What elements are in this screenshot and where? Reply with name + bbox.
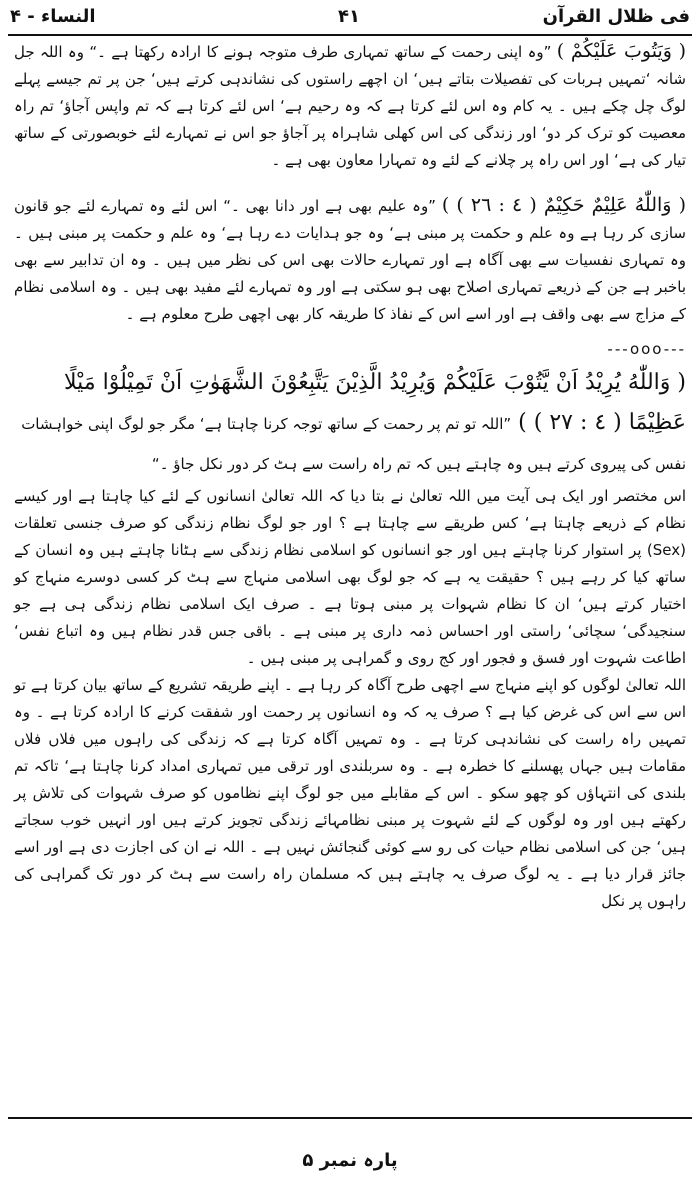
paragraph-3-text: ”اللہ تو تم پر رحمت کے ساتھ توجہ کرنا چاہتا ہے‘ مگر جو لوگ اپنی خواہشات نفس کی پیروی کرتے ہیں وہ چاہتے ہیں کہ تم راہ راست سے ہٹ کر دور نکل جاؤ ۔“ [21,415,686,473]
paragraph-2 [14,192,686,328]
page-number: ۴۱ [338,6,360,27]
paragraph-2-text: ”وہ علیم بھی ہے اور دانا بھی ۔“ اس لئے وہ تمہارے لئے جو قانون سازی کر رہا ہے وہ علم و حکمت پر مبنی ہے‘ وہ جو ہدایات دے رہا ہے‘ وہ علم و حکمت پر مبنی ہیں ۔ وہ تمہاری نفسیات سے بھی آگاہ ہے اور تمہارے حالات بھی اس کی نظر میں ہیں ۔ وہ ان تدابیر سے بھی باخبر ہے جن کے ذریعے تمہاری اصلاح بھی ہو سکتی ہے اور وہ تمہارے لئے مفید بھی ہیں ۔ وہ اسلامی نظام کے مزاج سے بھی واقف ہے اور اسے اس کے نفاذ کا طریقہ کار بھی اچھی طرح معلوم ہے ۔ [14,197,686,323]
paragraph-4: اس مختصر اور ایک ہی آیت میں اللہ تعالیٰ نے بتا دیا کہ اللہ تعالیٰ انسانوں کے لئے کیا چاہتا ہے اور کیسے نظام کے ذریعے چاہتا ہے‘ کس طریقے سے چاہتا ہے ؟ اور جو لوگ نظام زندگی کو صرف جنسی تعلقات (Sex) پر استوار کرنا چاہتے ہیں اور جو انسانوں کو اسلامی نظام زندگی سے ہٹانا چاہتے ہیں وہ انسان کے ساتھ کیا کر رہے ہیں ؟ حقیقت یہ ہے کہ جو لوگ بھی اسلامی منہاج سے ہٹ کر کسی دوسرے منہاج کو اختیار کرتے ہیں‘ ان کا نظام شہوات پر مبنی ہوتا ہے ۔ صرف ایک اسلامی نظام زندگی ہی ہے جو سنجیدگی‘ سچائی‘ راستی اور احساس ذمہ داری پر مبنی ہے ۔ باقی جس قدر نظام ہیں وہ اتباع نفس‘ اطاعت شہوت اور فسق و فجور اور کج روی و گمراہی پر مبنی ہیں ۔ [14,487,686,667]
arabic-quote-2: ( وَاللّٰهُ عَلِيْمٌ حَكِيْمٌ ( ٤ : ٢٦ ) ) [441,194,686,216]
paragraph-1 [14,38,686,174]
section-separator: ---ooo--- [607,340,686,358]
paragraph-5: اللہ تعالیٰ لوگوں کو اپنے منہاج سے اچھی طرح آگاہ کر رہا ہے ۔ اپنے طریقہ تشریع کے ساتھ بیان کرتا ہے تو اس سے اس کی غرض کیا ہے ؟ صرف یہ کہ وہ انسانوں پر رحمت اور شفقت کرنے کا ارادہ کرتا ہے ۔ وہ تمہیں راہ راست کی نشاندہی کرتا ہے ۔ وہ تمہیں آگاہ کرتا ہے کہ زندگی کی راہوں میں فلاں فلاں مقامات ہیں جہاں پھسلنے کا خطرہ ہے ۔ وہ سربلندی اور ترقی میں تمہاری امداد کرنا چاہتا ہے‘ تاکہ تم بلندی کی انتہاؤں کو چھو سکو ۔ اس کے مقابلے میں جو لوگ اپنے نظاموں کو صرف شہوات کی تلاش پر رکھتے ہیں اور وہ لوگوں کے لئے شہوت پر مبنی نظامہائے زندگی تجویز کرتے ہیں اور انہیں خوب سجاتے ہیں‘ جن کی اسلامی نظام حیات کی رو سے کوئی گنجائش نہیں ہے ۔ اللہ نے ان کی اجازت دی ہے اور اسے جائز قرار دیا ہے ۔ یہ لوگ صرف یہ چاہتے ہیں کہ مسلمان راہ راست سے ہٹ کر دور تک گمراہی کی راہوں پر نکل [14,676,686,910]
verse-line-2: عَظِيْمًا ( ٤ : ٢٧ ) ) [518,410,686,435]
surah-label: النساء - ۴ [10,6,96,27]
arabic-quote-1: ( وَيَتُوبَ عَلَيْكُمْ ) [556,40,686,62]
book-title: فی ظلال القرآن [542,6,690,27]
page-body [14,38,686,915]
quran-verse [14,363,686,483]
footer-rule [8,1117,692,1119]
verse-line-1: ( وَاللّٰهُ يُرِيْدُ اَنْ يَّتُوْبَ عَلَيْكُمْ وَيُرِيْدُ الَّذِيْنَ يَتَّبِعُوْنَ الشَّهَوٰتِ اَنْ تَمِيْلُوْا مَيْلًا [64,370,686,395]
header-rule [8,34,692,36]
para-number-label: پارہ نمبر ۵ [302,1150,398,1171]
page-header [8,2,692,32]
paragraph-1-text: ”وہ اپنی رحمت کے ساتھ تمہاری طرف متوجہ ہونے کا ارادہ رکھتا ہے ۔“ وہ اللہ جل شانہ ‘تمہیں ہربات کی تفصیلات بتاتے ہیں‘ ان اچھے راستوں کی نشاندہی کرتے ہیں‘ جن پر تم جیسے پہلے لوگ چل چکے ہیں ۔ یہ کام وہ اس لئے کرتا ہے کہ وہ رحیم ہے‘ اس لئے کرتا ہے کہ تم واپس آجاؤ‘ تم راہ معصیت کو ترک کر دو‘ اور زندگی کی اس کھلی شاہراہ پر آجاؤ جو اس نے تمہارے لئے خوبصورتی کے ساتھ تیار کی ہے‘ اور اس راہ پر چلانے کے لئے وہ تمہارا معاون بھی ہے ۔ [14,43,686,169]
